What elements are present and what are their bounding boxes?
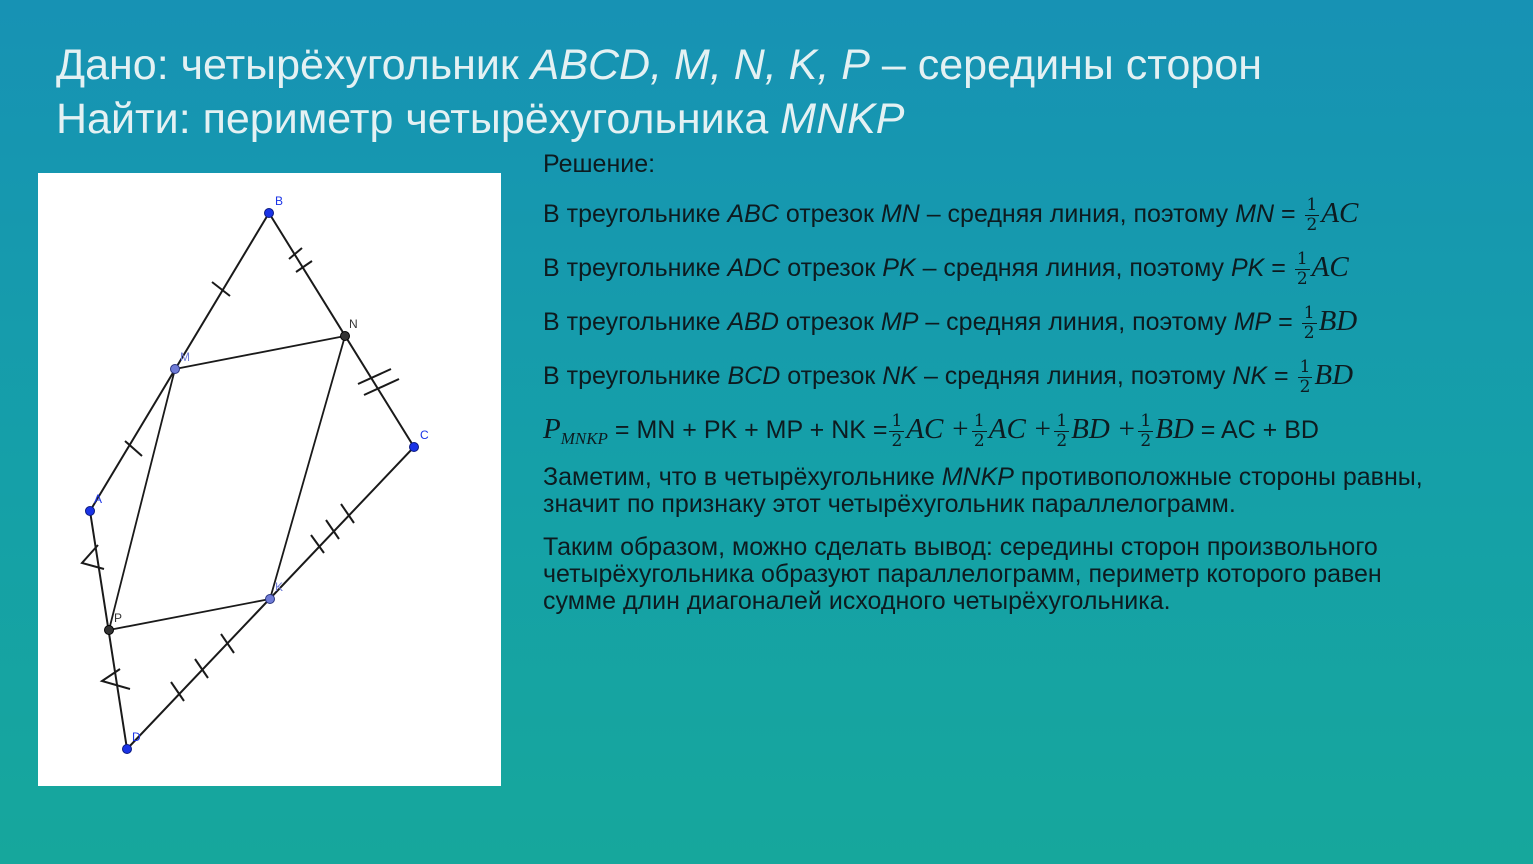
term-bd-1: BD: [1071, 413, 1110, 446]
fraction-half: [889, 412, 904, 451]
triangle-name: BCD: [727, 362, 781, 391]
vertex-points: [86, 209, 419, 754]
note-paragraph: [543, 464, 1503, 518]
perimeter-symbol: P: [543, 413, 561, 446]
equals: =: [1271, 308, 1300, 337]
point-b: [265, 209, 274, 218]
perimeter-subscript: MNKP: [560, 429, 608, 449]
quad-mnkp: [109, 336, 345, 630]
quadrilateral-diagram: [38, 173, 501, 786]
step-prefix: В треугольнике: [543, 362, 728, 391]
point-d: [123, 745, 132, 754]
tick-nc-2: [364, 379, 399, 395]
fraction-half: [1305, 196, 1320, 235]
plus-sign: +: [1032, 413, 1053, 446]
label-k: K: [275, 580, 284, 594]
fraction-half: [1138, 412, 1153, 451]
step-abc: [543, 196, 1358, 235]
numerator: 1: [1299, 357, 1311, 377]
note-var: MNKP: [941, 463, 1014, 491]
fraction-half: [1054, 412, 1069, 451]
step-text: – средняя линия, поэтому: [917, 362, 1233, 391]
lhs: PK: [1230, 254, 1265, 283]
plus-sign: +: [1116, 413, 1137, 446]
diagonal: BD: [1314, 359, 1354, 392]
numerator: 1: [1303, 303, 1315, 323]
fraction-half: [1298, 358, 1313, 397]
given-suffix: – середины сторон: [869, 41, 1262, 89]
term-ac-1: AC: [906, 413, 944, 446]
label-a: A: [94, 492, 103, 506]
step-text: – средняя линия, поэтому: [919, 200, 1236, 229]
find-var: MNKP: [780, 95, 905, 143]
step-bcd: [543, 358, 1353, 397]
quad-abcd: [90, 213, 414, 749]
tick-kd-3: [221, 634, 234, 653]
numerator: 1: [1296, 249, 1308, 269]
label-d: D: [132, 730, 141, 744]
given-vars: ABCD, M, N, K, P: [530, 41, 870, 89]
denominator: 2: [1140, 431, 1152, 451]
term-ac-2: AC: [988, 413, 1026, 446]
find-prefix: Найти: периметр четырёхугольника: [56, 95, 781, 143]
point-n: [341, 332, 350, 341]
fraction-half: [972, 412, 987, 451]
step-adc: [543, 250, 1349, 289]
slide-title: [56, 38, 1262, 146]
numerator: 1: [1140, 411, 1152, 431]
segment-name: NK: [882, 362, 917, 391]
note-prefix: Заметим, что в четырёхугольнике: [543, 463, 942, 491]
perimeter-sum: = MN + PK + MP + NK =: [607, 416, 888, 445]
equals: =: [1274, 200, 1303, 229]
point-m: [171, 365, 180, 374]
point-k: [266, 595, 275, 604]
fraction-half: [1302, 304, 1317, 343]
label-p: P: [114, 611, 123, 625]
label-c: C: [420, 428, 429, 442]
given-line: [56, 38, 1262, 92]
triangle-name: ABC: [727, 200, 779, 229]
note-suffix: противоположные стороны равны, значит по признаку этот четырёхугольник параллелограмм.: [543, 463, 1423, 518]
step-mid: отрезок: [780, 362, 883, 391]
label-n: N: [349, 317, 358, 331]
segment-name: MN: [880, 200, 920, 229]
label-m: M: [180, 350, 190, 364]
point-p: [105, 626, 114, 635]
triangle-name: ADC: [727, 254, 781, 283]
lhs: MP: [1233, 308, 1272, 337]
geometry-figure: [38, 173, 501, 786]
segment-name: PK: [882, 254, 916, 283]
equals: =: [1267, 362, 1296, 391]
find-line: [56, 92, 1262, 146]
term-bd-2: BD: [1155, 413, 1194, 446]
segment-name: MP: [880, 308, 919, 337]
diagonal: BD: [1318, 305, 1358, 338]
step-text: – средняя линия, поэтому: [915, 254, 1231, 283]
perimeter-formula: [543, 412, 1319, 451]
numerator: 1: [891, 411, 903, 431]
step-prefix: В треугольнике: [543, 254, 728, 283]
lhs: MN: [1235, 200, 1275, 229]
step-text: – средняя линия, поэтому: [918, 308, 1234, 337]
step-mid: отрезок: [778, 200, 881, 229]
triangle-name: ABD: [727, 308, 779, 337]
perimeter-result: = AC + BD: [1193, 416, 1319, 445]
equals: =: [1264, 254, 1293, 283]
plus-sign: +: [950, 413, 970, 446]
step-mid: отрезок: [778, 308, 881, 337]
step-mid: отрезок: [780, 254, 883, 283]
given-prefix: Дано: четырёхугольник: [56, 41, 531, 89]
tick-ap: [82, 545, 104, 569]
denominator: 2: [891, 431, 903, 451]
label-b: B: [275, 194, 284, 208]
step-prefix: В треугольнике: [543, 200, 728, 229]
step-prefix: В треугольнике: [543, 308, 728, 337]
solution-heading: Решение:: [543, 150, 656, 178]
numerator: 1: [1306, 195, 1318, 215]
numerator: 1: [973, 411, 985, 431]
step-abd: [543, 304, 1357, 343]
fraction-half: [1295, 250, 1310, 289]
numerator: 1: [1056, 411, 1068, 431]
point-a: [86, 507, 95, 516]
denominator: 2: [1296, 269, 1308, 289]
denominator: 2: [1303, 323, 1315, 343]
point-c: [410, 443, 419, 452]
lhs: NK: [1232, 362, 1268, 391]
denominator: 2: [1299, 377, 1311, 397]
denominator: 2: [1306, 215, 1318, 235]
denominator: 2: [1056, 431, 1068, 451]
diagonal: AC: [1321, 197, 1359, 230]
denominator: 2: [973, 431, 985, 451]
conclusion-paragraph: Таким образом, можно сделать вывод: середины сторон произвольного четырёхугольника образуют параллелограмм, периметр которого равен сумме длин диагоналей исходного четырёхугольника.: [543, 533, 1382, 615]
diagonal: AC: [1311, 251, 1349, 284]
